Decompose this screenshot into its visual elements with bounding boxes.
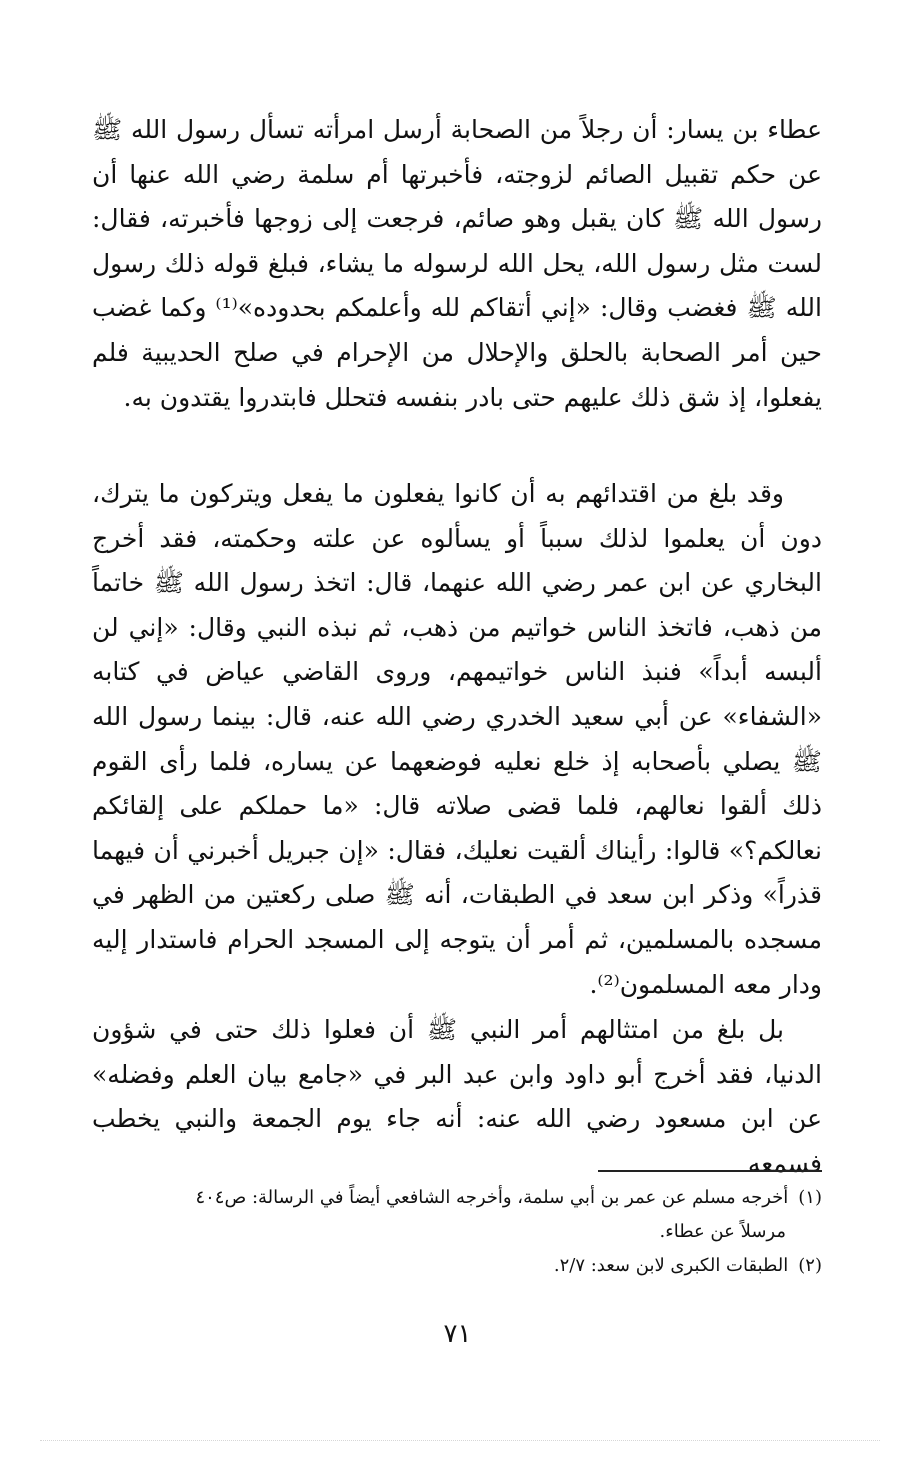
body-paragraph	[92, 472, 822, 1007]
footnotes	[92, 1181, 822, 1283]
footnote-text: الطبقات الكبرى لابن سعد: ٢/٧.	[553, 1255, 789, 1276]
paragraph-text: بل بلغ من امتثالهم أمر النبي ﷺ أن فعلوا ذلك حتى في شؤون الدنيا، فقد أخرج أبو داود وابن عبد البر في «جامع بيان العلم وفضله» عن ابن مسعود رضي الله عنه: أنه جاء يوم الجمعة والنبي يخطب فسمعه	[92, 1015, 822, 1178]
footnote-number: (٢)	[798, 1255, 822, 1276]
paragraph-text: وقد بلغ من اقتدائهم به أن كانوا يفعلون ما يفعل ويتركون ما يترك، دون أن يعلموا لذلك سبباً أو يسألوه عن علته وحكمته، فقد أخرج البخاري عن ابن عمر رضي الله عنهما، قال: اتخذ رسول الله ﷺ خاتماً من ذهب، فاتخذ الناس خواتيم من ذهب، ثم نبذه النبي وقال: «إني لن ألبسه أبداً» فنبذ الناس خواتيمهم، وروى القاضي عياض في كتابه «الشفاء» عن أبي سعيد الخدري رضي الله عنه، قال: بينما رسول الله ﷺ يصلي بأصحابه إذ خلع نعليه فوضعهما عن يساره، فلما رأى القوم ذلك ألقوا نعالهم، فلما قضى صلاته قال: «ما حملكم على إلقائكم نعالكم؟» قالوا: رأيناك ألقيت نعليك، فقال: «إن جبريل أخبرني أن فيهما قذراً» وذكر ابن سعد في الطبقات، أنه ﷺ صلى ركعتين من الظهر في مسجده بالمسلمين، ثم أمر أن يتوجه إلى المسجد الحرام فاستدار إليه ودار معه المسلمون⁽²⁾.	[92, 479, 822, 999]
page-number: ٧١	[443, 1319, 472, 1349]
paragraph-text: عطاء بن يسار: أن رجلاً من الصحابة أرسل امرأته تسأل رسول الله ﷺ عن حكم تقبيل الصائم لزوجته، فأخبرتها أم سلمة رضي الله عنها أن رسول الله ﷺ كان يقبل وهو صائم، فرجعت إلى زوجها فأخبرته، فقال: لست مثل رسول الله، يحل الله لرسوله ما يشاء، فبلغ قوله ذلك رسول الله ﷺ فغضب وقال: «إني أتقاكم لله وأعلمكم بحدوده»⁽¹⁾ وكما غضب حين أمر الصحابة بالحلق والإحلال من الإحرام في صلح الحديبية فلم يفعلوا، إذ شق ذلك عليهم حتى بادر بنفسه فتحلل فابتدروا يقتدون به.	[92, 115, 823, 412]
body-paragraph	[92, 108, 822, 420]
scan-edge	[40, 1440, 880, 1441]
footnote-item	[92, 1181, 822, 1215]
body-paragraph	[92, 1008, 822, 1186]
footnote-divider	[598, 1170, 822, 1172]
footnote-number: (١)	[798, 1187, 822, 1208]
footnote-item	[92, 1249, 822, 1283]
footnote-continuation: مرسلاً عن عطاء.	[659, 1221, 786, 1242]
footnote-text: أخرجه مسلم عن عمر بن أبي سلمة، وأخرجه الشافعي أيضاً في الرسالة: ص٤٠٤	[195, 1187, 789, 1208]
